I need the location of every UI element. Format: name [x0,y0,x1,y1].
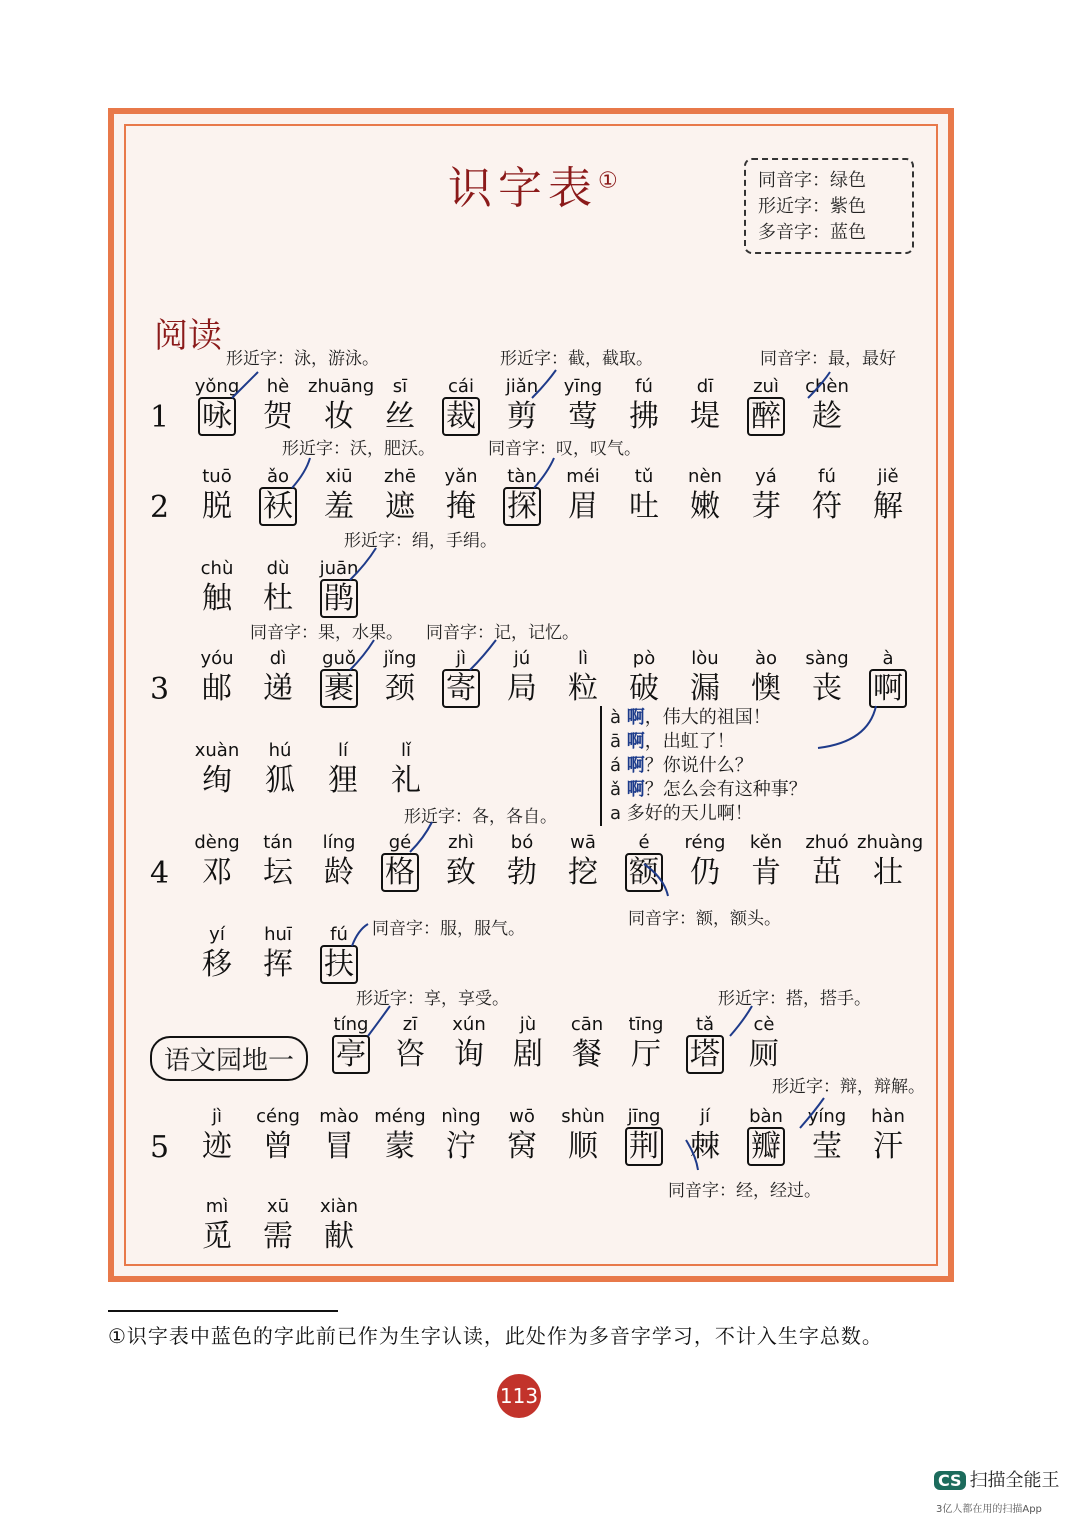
hanzi: 茁 [812,855,842,890]
pinyin: cái [448,376,474,397]
pinyin: zhì [448,832,474,853]
legend-homophone: 同音字：绿色 [758,170,866,191]
note: 形近字：享，享受。 [356,989,509,1009]
hanzi: 吐 [629,489,659,524]
hanzi: 丝 [385,399,415,434]
hanzi: 寄 [430,670,492,708]
pinyin: tàn [507,466,537,487]
character-cell [796,832,858,892]
hanzi: 询 [454,1037,484,1072]
hanzi: 龄 [324,855,354,890]
pinyin: jì [211,1106,222,1127]
row-number: 2 [150,490,170,525]
hanzi: 嫩 [690,489,720,524]
pinyin: shùn [561,1106,605,1127]
note: 形近字：截，截取。 [500,349,653,369]
pinyin: xiū [325,466,353,487]
character-cell [308,832,370,892]
pinyin: zī [402,1014,418,1035]
pinyin: yīng [563,376,603,397]
character-cell [613,1106,675,1166]
pinyin: méng [374,1106,426,1127]
hanzi: 莹 [812,1129,842,1164]
hanzi: 递 [263,671,293,706]
character-cell [247,1106,309,1166]
watermark-subtitle: 3亿人都在用的扫描App [936,1504,1042,1515]
hanzi: 咏 [186,398,248,436]
hanzi: 扶 [308,946,370,984]
pinyin: guǒ [322,648,356,669]
hanzi: 羞 [324,489,354,524]
garden-label: 语文园地一 [150,1036,308,1081]
character-cell [186,648,248,708]
ah-example: á 啊？你说什么？ [610,755,753,776]
note: 同音字：记，记忆。 [426,623,579,643]
pinyin: jú [513,648,531,669]
pinyin: jí [699,1106,710,1127]
pinyin: zuì [753,376,779,397]
hanzi: 懊 [751,671,781,706]
hanzi: 狐 [265,763,295,798]
pinyin: jiě [877,466,899,487]
character-cell [369,832,431,892]
hanzi: 厅 [631,1037,661,1072]
hanzi: 符 [812,489,842,524]
hanzi: 杜 [263,581,293,616]
hanzi: 厕 [749,1037,779,1072]
pinyin: lì [577,648,588,669]
note: 形近字：各，各自。 [404,807,557,827]
character-cell [796,376,858,436]
hanzi: 挖 [568,855,598,890]
character-cell [556,1014,618,1074]
character-cell [186,558,248,618]
pinyin: chèn [805,376,849,397]
hanzi: 漏 [690,671,720,706]
character-cell [491,648,553,708]
pinyin: fú [635,376,653,397]
character-cell [247,376,309,436]
hanzi: 蒙 [385,1129,415,1164]
pinyin: tīng [628,1014,664,1035]
pinyin: jì [455,648,466,669]
character-cell [552,466,614,526]
character-cell [613,648,675,708]
hanzi: 瓣 [735,1128,797,1166]
character-cell [430,648,492,708]
hanzi: 醉 [735,398,797,436]
hanzi: 狸 [328,763,358,798]
pinyin: jīng [627,1106,661,1127]
character-cell [438,1014,500,1074]
hanzi: 觅 [202,1219,232,1254]
character-cell [796,648,858,708]
pinyin: xuàn [194,740,240,761]
character-cell [186,924,248,984]
row-number: 1 [150,400,170,435]
note: 同音字：果，水果。 [250,623,403,643]
row-number: 4 [150,856,170,891]
hanzi: 咨 [395,1037,425,1072]
hanzi: 勃 [507,855,537,890]
character-cell [735,832,797,892]
hanzi: 鹃 [308,580,370,618]
character-cell [430,1106,492,1166]
pinyin: huī [264,924,292,945]
character-cell [249,740,311,800]
note: 形近字：泳，游泳。 [226,349,379,369]
character-cell [308,558,370,618]
note: 形近字：沃，肥沃。 [282,439,435,459]
character-cell [674,466,736,526]
hanzi: 亭 [320,1036,382,1074]
character-cell [369,648,431,708]
hanzi: 坛 [263,855,293,890]
hanzi: 仍 [690,855,720,890]
pinyin: tán [263,832,293,853]
pinyin: méi [566,466,600,487]
pinyin: cè [753,1014,775,1035]
pinyin: mào [319,1106,359,1127]
character-cell [186,1106,248,1166]
character-cell [186,1196,248,1256]
hanzi: 剪 [507,399,537,434]
character-cell [674,1106,736,1166]
ah-example: a 多好的天儿啊！ [610,803,753,824]
pinyin: é [638,832,650,853]
pinyin: dī [696,376,714,397]
camscanner-logo-icon: CS [934,1471,966,1490]
hanzi: 迹 [202,1129,232,1164]
hanzi: 颈 [385,671,415,706]
character-cell [369,466,431,526]
pinyin: dù [266,558,290,579]
pinyin: à [882,648,894,669]
hanzi: 裁 [430,398,492,436]
character-cell [613,466,675,526]
hanzi: 贺 [263,399,293,434]
pinyin: líng [322,832,356,853]
hanzi: 脱 [202,489,232,524]
pinyin: tǔ [634,466,654,487]
color-legend [744,158,914,254]
character-cell [375,740,437,800]
hanzi: 礼 [391,763,421,798]
note: 同音字：服，服气。 [372,919,525,939]
character-cell [186,832,248,892]
pinyin: hàn [871,1106,905,1127]
hanzi: 壮 [873,855,903,890]
character-cell [186,376,248,436]
hanzi: 荆 [613,1128,675,1166]
pinyin: réng [684,832,726,853]
character-cell [857,1106,919,1166]
character-cell [552,648,614,708]
hanzi: 掩 [446,489,476,524]
hanzi: 汗 [873,1129,903,1164]
pinyin: lí [337,740,348,761]
character-cell [308,924,370,984]
hanzi: 趁 [812,399,842,434]
pinyin: sī [392,376,408,397]
hanzi: 泞 [446,1129,476,1164]
hanzi: 致 [446,855,476,890]
ah-example: ǎ 啊？怎么会有这种事？ [610,779,807,800]
pinyin: fú [818,466,836,487]
hanzi: 堤 [690,399,720,434]
pinyin: kěn [749,832,783,853]
pinyin: tǎ [695,1014,715,1035]
character-cell [552,832,614,892]
character-cell [247,832,309,892]
hanzi: 妆 [324,399,354,434]
pinyin: lǐ [400,740,411,761]
character-cell [552,1106,614,1166]
character-cell [857,466,919,526]
hanzi: 棘 [690,1129,720,1164]
pinyin: céng [256,1106,300,1127]
ah-example: à 啊，伟大的祖国！ [610,707,771,728]
pinyin: yíng [807,1106,847,1127]
legend-similar: 形近字：紫色 [758,196,866,217]
pinyin: jǐng [383,648,417,669]
pinyin: yí [209,924,225,945]
pinyin: nìng [441,1106,481,1127]
hanzi: 挥 [263,947,293,982]
ah-examples [600,706,807,826]
character-cell [308,648,370,708]
character-cell [615,1014,677,1074]
hanzi: 餐 [572,1037,602,1072]
character-cell [796,1106,858,1166]
pinyin: gé [388,832,412,853]
character-cell [733,1014,795,1074]
hanzi: 献 [324,1219,354,1254]
pinyin: bàn [749,1106,783,1127]
character-cell [247,648,309,708]
character-cell [857,832,924,892]
pinyin: jiǎn [505,376,539,397]
pinyin: xiàn [319,1196,359,1217]
pinyin: zhuó [805,832,849,853]
pinyin: mì [205,1196,229,1217]
pinyin: sàng [805,648,849,669]
pinyin: zhuāng [308,376,375,397]
character-cell [308,466,370,526]
hanzi: 额 [613,854,675,892]
hanzi: 冒 [324,1129,354,1164]
character-cell [247,466,309,526]
pinyin: jù [519,1014,537,1035]
pinyin: cān [570,1014,604,1035]
pinyin: chù [200,558,234,579]
pinyin: yǒng [194,376,240,397]
hanzi: 邮 [202,671,232,706]
pinyin: yóu [200,648,234,669]
character-cell [796,466,858,526]
character-cell [308,1106,370,1166]
pinyin: hè [266,376,290,397]
watermark: CS 扫描全能王 [934,1466,1060,1492]
character-cell [379,1014,441,1074]
ah-example: ā 啊，出虹了！ [610,731,735,752]
character-cell [320,1014,382,1074]
character-cell [674,376,736,436]
character-cell [613,832,675,892]
character-cell [186,740,248,800]
character-cell [735,466,797,526]
character-cell [308,376,375,436]
note: 同音字：叹，叹气。 [488,439,641,459]
hanzi: 破 [629,671,659,706]
hanzi: 顺 [568,1129,598,1164]
hanzi: 探 [491,488,553,526]
pinyin: dèng [194,832,240,853]
character-cell [735,648,797,708]
character-cell [497,1014,559,1074]
pinyin: zhē [384,466,416,487]
character-cell [312,740,374,800]
legend-polyphone: 多音字：蓝色 [758,222,866,243]
character-cell [613,376,675,436]
note: 同音字：经，经过。 [668,1181,821,1201]
hanzi: 窝 [507,1129,537,1164]
character-cell [247,1196,309,1256]
character-cell [674,832,736,892]
character-cell [369,1106,431,1166]
hanzi: 粒 [568,671,598,706]
hanzi: 塔 [674,1036,736,1074]
hanzi: 眉 [568,489,598,524]
pinyin: fú [330,924,348,945]
hanzi: 曾 [263,1129,293,1164]
hanzi: 遮 [385,489,415,524]
footnote-rule [108,1310,338,1312]
pinyin: ào [754,648,778,669]
footnote: ①识字表中蓝色的字此前已作为生字认读，此处作为多音字学习，不计入生字总数。 [108,1324,883,1348]
note: 形近字：搭，搭手。 [718,989,871,1009]
character-cell [674,648,736,708]
page-number: 113 [497,1374,541,1418]
hanzi: 局 [507,671,537,706]
hanzi: 格 [369,854,431,892]
note: 同音字：额，额头。 [628,909,781,929]
note: 形近字：绢，手绢。 [344,531,497,551]
row-number: 5 [150,1130,170,1165]
character-cell [186,466,248,526]
character-cell [430,832,492,892]
character-cell [247,924,309,984]
pinyin: pò [632,648,656,669]
hanzi: 绚 [202,763,232,798]
character-cell [857,648,919,708]
character-cell [430,466,492,526]
pinyin: yá [755,466,777,487]
pinyin: ǎo [266,466,290,487]
character-cell [735,376,797,436]
character-cell [491,832,553,892]
hanzi: 肯 [751,855,781,890]
hanzi: 需 [263,1219,293,1254]
character-cell [430,376,492,436]
pinyin: yǎn [444,466,478,487]
character-cell [491,376,553,436]
hanzi: 丧 [812,671,842,706]
hanzi: 啊 [857,670,919,708]
pinyin: tuō [202,466,232,487]
pinyin: dì [269,648,287,669]
pinyin: bó [510,832,534,853]
pinyin: nèn [688,466,722,487]
character-cell [247,558,309,618]
page-title: 识字表① [448,163,624,214]
pinyin: xū [266,1196,290,1217]
row-number: 3 [150,672,170,707]
character-cell [491,1106,553,1166]
pinyin: xún [452,1014,486,1035]
pinyin: wā [570,832,596,853]
hanzi: 拂 [629,399,659,434]
pinyin: wō [509,1106,535,1127]
character-cell [308,1196,370,1256]
character-cell [674,1014,736,1074]
section-heading: 阅读 [154,316,222,356]
hanzi: 解 [873,489,903,524]
hanzi: 芽 [751,489,781,524]
character-cell [735,1106,797,1166]
note: 形近字：辩，辩解。 [772,1077,925,1097]
hanzi: 裹 [308,670,370,708]
hanzi: 袄 [247,488,309,526]
pinyin: hú [268,740,292,761]
character-cell [491,466,553,526]
hanzi: 剧 [513,1037,543,1072]
pinyin: zhuàng [857,832,924,853]
hanzi: 邓 [202,855,232,890]
note: 同音字：最，最好 [760,349,896,369]
pinyin: tíng [333,1014,369,1035]
hanzi: 触 [202,581,232,616]
character-cell [552,376,614,436]
hanzi: 移 [202,947,232,982]
pinyin: juān [319,558,359,579]
pinyin: lòu [691,648,719,669]
hanzi: 莺 [568,399,598,434]
character-cell [369,376,431,436]
